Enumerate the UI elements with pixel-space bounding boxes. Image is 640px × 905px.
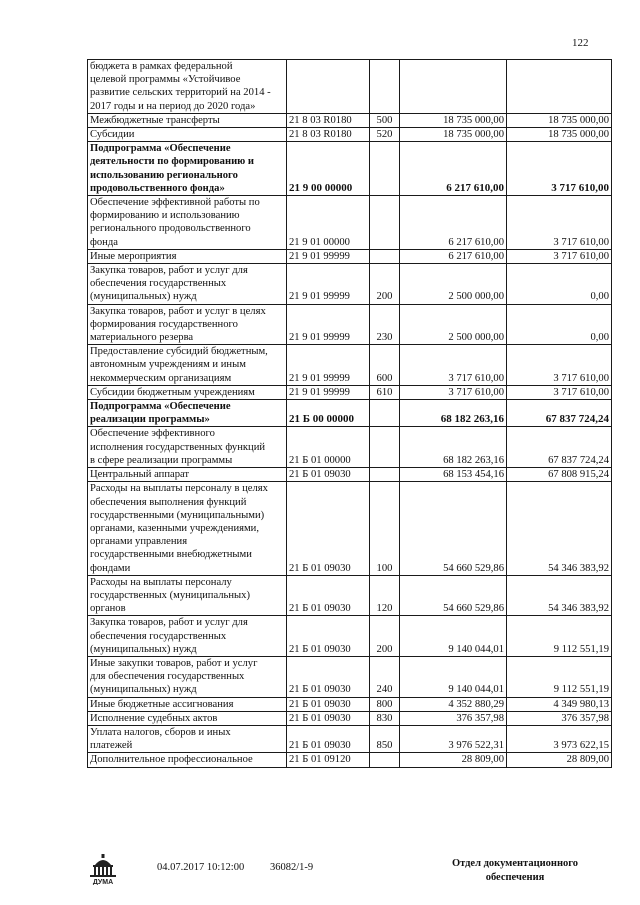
cell-csr: 21 Б 01 09030 [287,656,370,697]
cell-name [88,196,287,250]
cell-amount-2019: 4 349 980,13 [507,697,612,711]
cell-name-line: Иные закупки товаров, работ и услуг [90,657,258,669]
cell-name [88,468,287,482]
cell-name [88,575,287,616]
cell-name [88,616,287,657]
cell-name-line: Закупка товаров, работ и услуг в целях [90,305,266,317]
cell-name-line: реализации программы» [90,414,210,426]
cell-csr [287,60,370,114]
cell-csr: 21 9 01 99999 [287,304,370,345]
cell-name-line: государственных (муниципальных) [90,589,250,601]
cell-amount-2019: 18 735 000,00 [507,128,612,142]
budget-table [87,59,612,768]
cell-name-line: Обеспечение эффективного [90,428,215,440]
cell-name-line: (муниципальных) нужд [90,291,197,303]
cell-name-line: обеспечения выполнения функций [90,496,247,508]
cell-amount-2019: 3 717 610,00 [507,249,612,263]
cell-csr: 21 9 01 99999 [287,385,370,399]
cell-name-line: Центральный аппарат [90,469,190,481]
table-row [88,113,612,127]
cell-amount-2019: 3 973 622,15 [507,725,612,752]
cell-name-line: органов [90,603,126,615]
table-row [88,697,612,711]
cell-vr [370,753,400,767]
table-row [88,264,612,305]
cell-name-line: регионального продовольственного [90,223,251,235]
cell-vr: 850 [370,725,400,752]
table-row [88,468,612,482]
cell-name-line: Уплата налогов, сборов и иных [90,726,231,738]
cell-name [88,753,287,767]
cell-amount-2018: 68 182 263,16 [400,427,507,468]
table-row [88,60,612,114]
cell-csr: 21 9 01 00000 [287,196,370,250]
cell-amount-2018: 18 735 000,00 [400,128,507,142]
cell-name-line: фондами [90,562,131,574]
page-number: 122 [572,37,589,49]
cell-amount-2019: 54 346 383,92 [507,575,612,616]
cell-vr [370,249,400,263]
cell-name-line: Закупка товаров, работ и услуг для [90,265,248,277]
cell-name-line: некоммерческим организациям [90,372,232,384]
cell-vr: 520 [370,128,400,142]
footer-department-line1: Отдел документационного [451,858,579,869]
table-row [88,304,612,345]
cell-name-line: Обеспечение эффективной работы по [90,197,260,209]
cell-name-line: фонда [90,236,118,248]
cell-amount-2019: 67 837 724,24 [507,400,612,427]
cell-vr: 240 [370,656,400,697]
table-row [88,711,612,725]
cell-amount-2018: 54 660 529,86 [400,482,507,575]
cell-amount-2019: 9 112 551,19 [507,656,612,697]
cell-name-line: бюджета в рамках федеральной [90,61,233,72]
table-row [88,196,612,250]
cell-amount-2018: 18 735 000,00 [400,113,507,127]
cell-amount-2019: 376 357,98 [507,711,612,725]
cell-name [88,400,287,427]
cell-name-line: Межбюджетные трансферты [90,114,220,126]
cell-name [88,128,287,142]
cell-vr: 500 [370,113,400,127]
cell-amount-2018: 3 717 610,00 [400,385,507,399]
cell-amount-2019: 3 717 610,00 [507,196,612,250]
table-row [88,249,612,263]
cell-name [88,711,287,725]
cell-vr: 200 [370,264,400,305]
cell-csr: 21 Б 01 09030 [287,468,370,482]
cell-name-line: 2017 годы и на период до 2020 года» [90,100,256,112]
cell-name [88,427,287,468]
cell-name-line: развитие сельских территорий на 2014 - [90,87,271,99]
cell-amount-2019: 54 346 383,92 [507,482,612,575]
cell-amount-2019: 67 808 915,24 [507,468,612,482]
cell-amount-2019: 0,00 [507,264,612,305]
cell-csr: 21 9 01 99999 [287,249,370,263]
cell-csr: 21 Б 00 00000 [287,400,370,427]
budget-table-body [88,60,612,768]
cell-name [88,264,287,305]
cell-name-line: целевой программы «Устойчивое [90,74,241,86]
cell-name-line: Расходы на выплаты персоналу в целях [90,483,268,495]
cell-amount-2019: 9 112 551,19 [507,616,612,657]
cell-name-line: Субсидии бюджетным учреждениям [90,386,255,398]
cell-csr: 21 Б 01 09120 [287,753,370,767]
cell-name [88,249,287,263]
cell-name-line: органами, казенными учреждениями, [90,522,260,534]
cell-name-line: Подпрограмма «Обеспечение [90,143,231,155]
cell-name-line: (муниципальных) нужд [90,643,197,655]
cell-name-line: продовольственного фонда» [90,182,225,194]
cell-amount-2018: 376 357,98 [400,711,507,725]
cell-vr: 610 [370,385,400,399]
cell-csr: 21 Б 01 09030 [287,725,370,752]
cell-name-line: органами управления [90,536,188,548]
cell-csr: 21 Б 01 00000 [287,427,370,468]
cell-amount-2018: 6 217 610,00 [400,196,507,250]
table-row [88,575,612,616]
cell-amount-2018: 28 809,00 [400,753,507,767]
cell-name-line: Подпрограмма «Обеспечение [90,401,231,413]
cell-vr: 120 [370,575,400,616]
cell-vr: 800 [370,697,400,711]
cell-csr: 21 Б 01 09030 [287,697,370,711]
cell-vr [370,196,400,250]
cell-name [88,345,287,386]
table-row [88,427,612,468]
cell-vr: 230 [370,304,400,345]
table-row [88,482,612,575]
cell-amount-2019: 28 809,00 [507,753,612,767]
footer-department [430,857,600,885]
cell-vr [370,400,400,427]
cell-name [88,656,287,697]
cell-name [88,725,287,752]
cell-name [88,113,287,127]
cell-name-line: использованию регионального [90,169,238,181]
cell-vr [370,427,400,468]
cell-name-line: материального резерва [90,332,194,344]
cell-name-line: Расходы на выплаты персоналу [90,576,232,588]
cell-vr [370,142,400,196]
cell-csr: 21 Б 01 09030 [287,616,370,657]
cell-amount-2019: 3 717 610,00 [507,345,612,386]
cell-name-line: Субсидии [90,129,135,141]
cell-amount-2018: 9 140 044,01 [400,656,507,697]
cell-name-line: в сфере реализации программы [90,454,233,466]
cell-name-line: обеспечения государственных [90,278,227,290]
cell-vr: 600 [370,345,400,386]
duma-logo-icon [86,853,120,885]
table-row [88,345,612,386]
cell-amount-2019: 18 735 000,00 [507,113,612,127]
cell-amount-2018: 9 140 044,01 [400,616,507,657]
cell-name-line: государственными внебюджетными [90,549,252,561]
logo-text: ДУМА [92,879,114,885]
cell-amount-2018 [400,60,507,114]
cell-csr: 21 8 03 R0180 [287,128,370,142]
cell-name-line: платежей [90,740,133,752]
cell-name-line: Предоставление субсидий бюджетным, [90,346,268,358]
cell-csr: 21 8 03 R0180 [287,113,370,127]
table-row [88,128,612,142]
cell-name-line: обеспечения государственных [90,630,227,642]
cell-name [88,60,287,114]
table-row [88,142,612,196]
cell-amount-2018: 3 717 610,00 [400,345,507,386]
cell-name-line: исполнения государственных функций [90,441,266,453]
cell-amount-2018: 3 976 522,31 [400,725,507,752]
cell-name [88,482,287,575]
table-row [88,616,612,657]
table-row [88,753,612,767]
cell-csr: 21 Б 01 09030 [287,575,370,616]
cell-amount-2019: 3 717 610,00 [507,142,612,196]
cell-amount-2019: 0,00 [507,304,612,345]
cell-name-line: Дополнительное профессиональное [90,754,253,766]
cell-csr: 21 9 00 00000 [287,142,370,196]
cell-name-line: Исполнение судебных актов [90,712,218,724]
cell-amount-2018: 68 182 263,16 [400,400,507,427]
cell-csr: 21 9 01 99999 [287,345,370,386]
cell-amount-2018: 6 217 610,00 [400,249,507,263]
cell-name-line: Иные бюджетные ассигнования [90,698,234,710]
cell-amount-2018: 4 352 880,29 [400,697,507,711]
cell-amount-2018: 2 500 000,00 [400,304,507,345]
cell-vr [370,60,400,114]
cell-name-line: для обеспечения государственных [90,671,245,683]
cell-csr: 21 9 01 99999 [287,264,370,305]
cell-name-line: (муниципальных) нужд [90,684,197,696]
cell-amount-2019: 67 837 724,24 [507,427,612,468]
cell-name [88,697,287,711]
cell-amount-2018: 54 660 529,86 [400,575,507,616]
table-row [88,385,612,399]
table-row [88,400,612,427]
footer-department-line2: обеспечения [485,872,545,883]
cell-vr: 200 [370,616,400,657]
cell-name-line: автономным учреждениям и иным [90,359,246,371]
cell-name-line: деятельности по формированию и [90,156,255,168]
footer-doc-number: 36082/1-9 [270,862,314,873]
cell-amount-2019 [507,60,612,114]
cell-name-line: государственными (муниципальными) [90,509,265,521]
cell-name [88,304,287,345]
cell-name-line: Иные мероприятия [90,250,177,262]
footer-timestamp: 04.07.2017 10:12:00 [157,862,245,873]
table-row [88,725,612,752]
cell-amount-2018: 2 500 000,00 [400,264,507,305]
cell-amount-2018: 68 153 454,16 [400,468,507,482]
cell-csr: 21 Б 01 09030 [287,711,370,725]
table-row [88,656,612,697]
cell-amount-2019: 3 717 610,00 [507,385,612,399]
cell-vr [370,468,400,482]
cell-vr: 100 [370,482,400,575]
cell-name-line: Закупка товаров, работ и услуг для [90,617,248,629]
cell-name [88,385,287,399]
cell-amount-2018: 6 217 610,00 [400,142,507,196]
cell-vr: 830 [370,711,400,725]
cell-name-line: формированию и использованию [90,210,240,222]
cell-name [88,142,287,196]
cell-csr: 21 Б 01 09030 [287,482,370,575]
cell-name-line: формирования государственного [90,318,238,330]
